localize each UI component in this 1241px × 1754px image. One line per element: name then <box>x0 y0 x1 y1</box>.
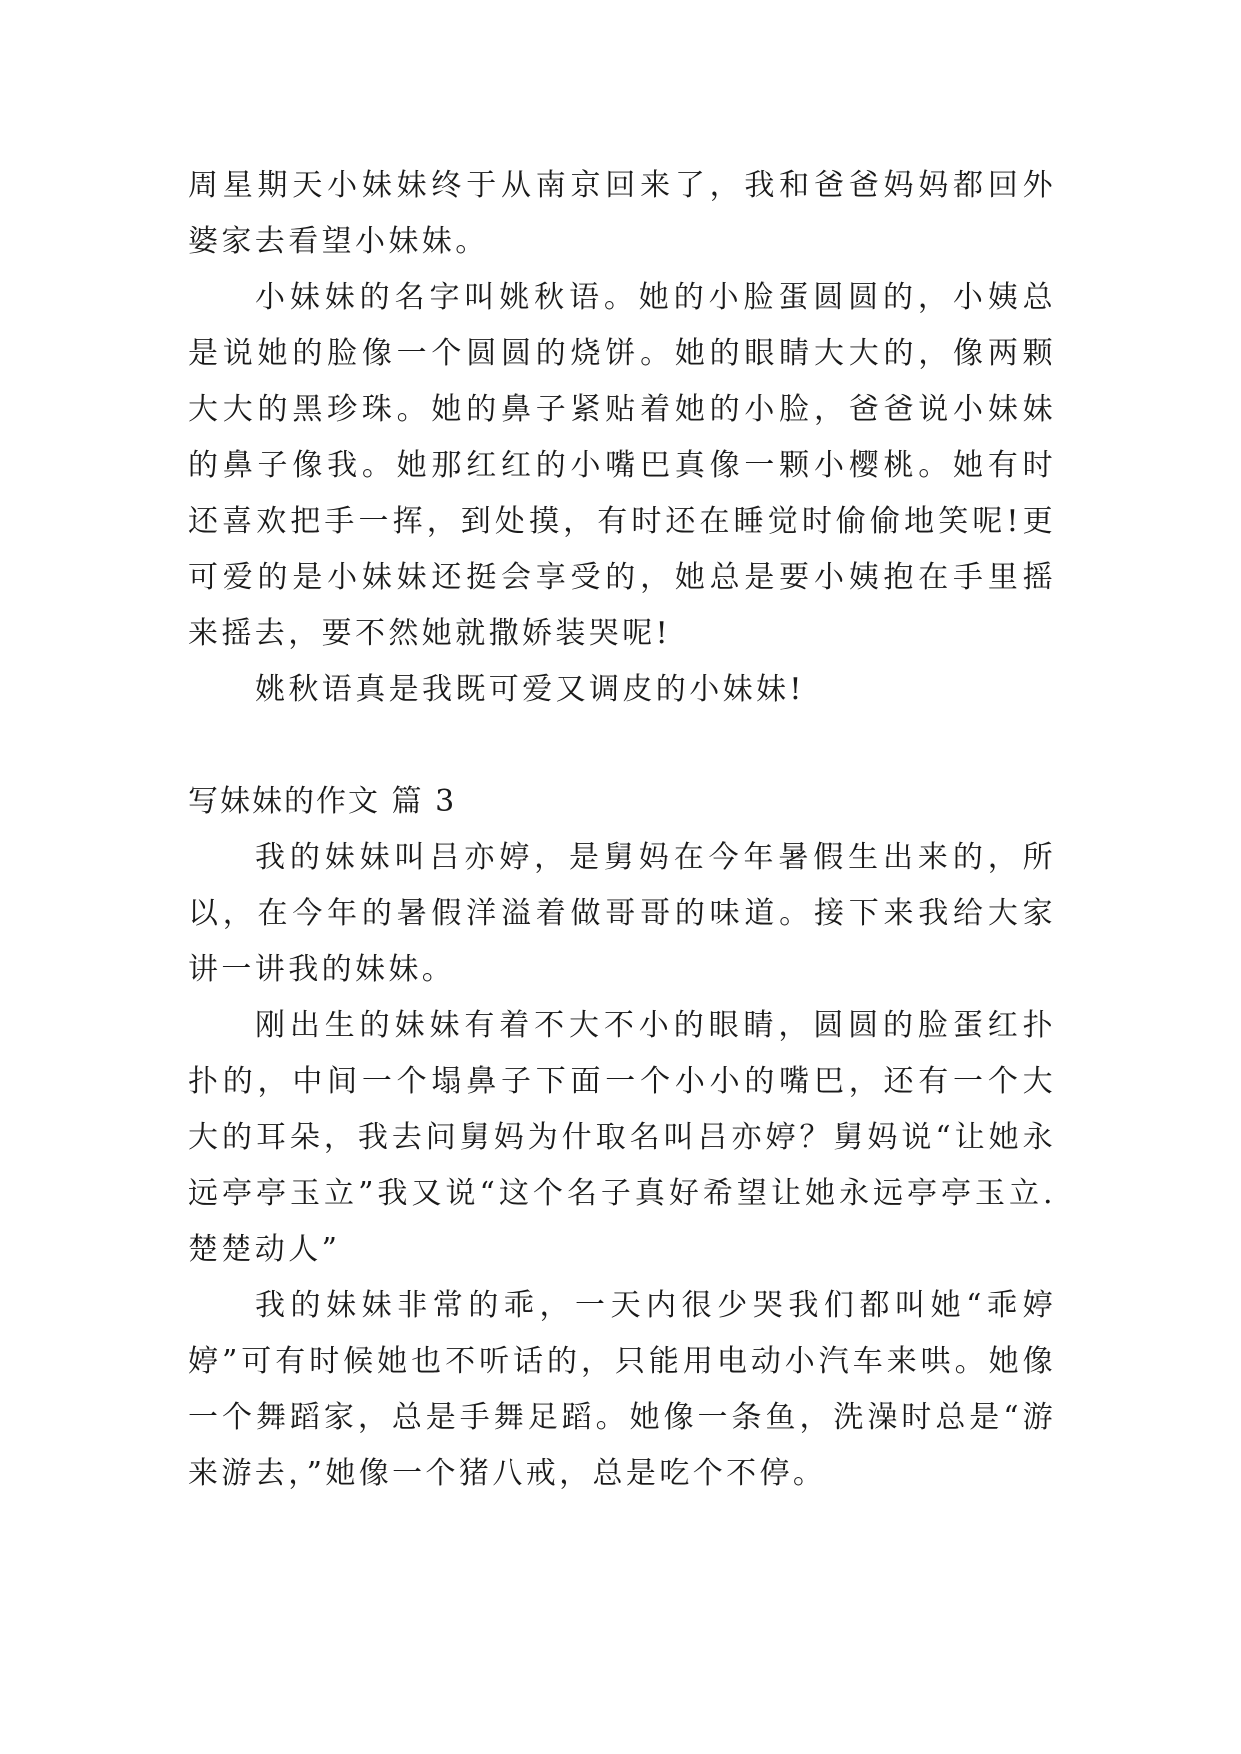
paragraph-behavior: 我的妹妹非常的乖，一天内很少哭我们都叫她“乖婷婷”可有时候她也不听话的，只能用电动小汽车来哄。她像一个舞蹈家，总是手舞足蹈。她像一条鱼，洗澡时总是“游来游去，”她像一个猪八戒，总是吃个不停。 <box>188 1288 1056 1491</box>
section-heading: 写妹妹的作文 篇 3 <box>188 784 457 819</box>
paragraph-appearance: 刚出生的妹妹有着不大不小的眼睛，圆圆的脸蛋红扑扑的，中间一个塌鼻子下面一个小小的嘴巴，还有一个大大的耳朵，我去问舅妈为什取名叫吕亦婷？舅妈说“让她永远亭亭玉立”我又说“这个名子真好希望让她永远亭亭玉立.楚楚动人” <box>188 1008 1056 1267</box>
document-page <box>188 158 1056 1502</box>
paragraph-continuation: 周星期天小妹妹终于从南京回来了，我和爸爸妈妈都回外婆家去看望小妹妹。 <box>188 168 1056 259</box>
paragraph-intro: 我的妹妹叫吕亦婷，是舅妈在今年暑假生出来的，所以，在今年的暑假洋溢着做哥哥的味道。接下来我给大家讲一讲我的妹妹。 <box>188 840 1056 987</box>
paragraph-conclusion: 姚秋语真是我既可爱又调皮的小妹妹! <box>255 672 805 707</box>
paragraph-description: 小妹妹的名字叫姚秋语。她的小脸蛋圆圆的，小姨总是说她的脸像一个圆圆的烧饼。她的眼睛大大的，像两颗大大的黑珍珠。她的鼻子紧贴着她的小脸，爸爸说小妹妹的鼻子像我。她那红红的小嘴巴真像一颗小樱桃。她有时还喜欢把手一挥，到处摸，有时还在睡觉时偷偷地笑呢!更可爱的是小妹妹还挺会享受的，她总是要小姨抱在手里摇来摇去，要不然她就撒娇装哭呢! <box>188 280 1056 651</box>
